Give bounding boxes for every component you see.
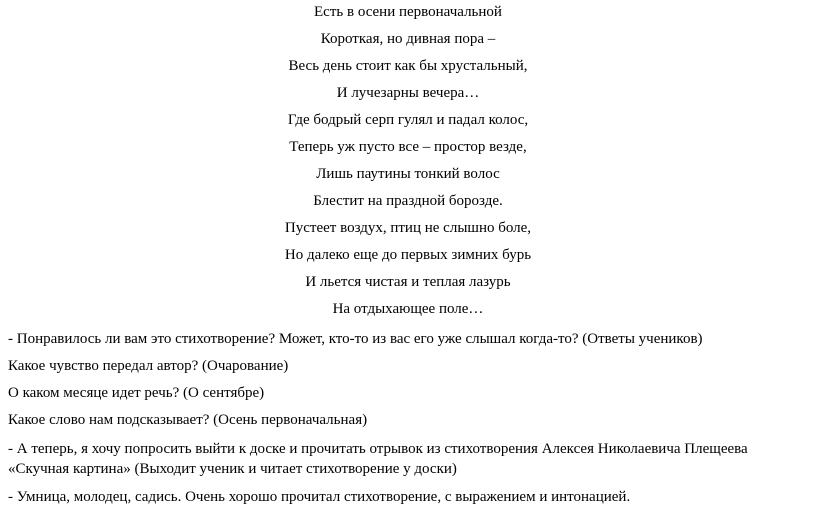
dialogue-line: - А теперь, я хочу попросить выйти к доске и прочитать отрывок из стихотворения Алексея Николаевича Плещеева bbox=[8, 441, 748, 457]
poem-line: Короткая, но дивная пора – bbox=[320, 31, 496, 47]
poem-line: Лишь паутины тонкий волос bbox=[316, 166, 500, 182]
dialogue-line: О каком месяце идет речь? (О сентябре) bbox=[8, 385, 265, 401]
poem-line: Но далеко еще до первых зимних бурь bbox=[284, 247, 532, 263]
poem-line: Теперь уж пусто все – простор везде, bbox=[289, 139, 527, 155]
poem-line: И льется чистая и теплая лазурь bbox=[305, 274, 511, 290]
poem-line: Где бодрый серп гулял и падал колос, bbox=[287, 112, 529, 128]
poem-line: Есть в осени первоначальной bbox=[314, 4, 502, 20]
poem-line: И лучезарны вечера… bbox=[336, 85, 480, 101]
dialogue-line: - Умница, молодец, садись. Очень хорошо прочитал стихотворение, с выражением и интонацией. bbox=[8, 489, 631, 505]
dialogue-line: «Скучная картина» (Выходит ученик и читает стихотворение у доски) bbox=[8, 461, 457, 477]
poem-line: Весь день стоит как бы хрустальный, bbox=[288, 58, 528, 74]
poem-line: Пустеет воздух, птиц не слышно боле, bbox=[284, 220, 532, 236]
poem-line: На отдыхающее поле… bbox=[332, 301, 484, 317]
dialogue-line: Какое чувство передал автор? (Очарование) bbox=[8, 358, 289, 374]
dialogue-line: - Понравилось ли вам это стихотворение? Может, кто-то из вас его уже слышал когда-то? (Ответы учеников) bbox=[8, 331, 703, 347]
dialogue-line: Какое слово нам подсказывает? (Осень первоначальная) bbox=[8, 412, 368, 428]
poem-line: Блестит на праздной борозде. bbox=[313, 193, 503, 209]
